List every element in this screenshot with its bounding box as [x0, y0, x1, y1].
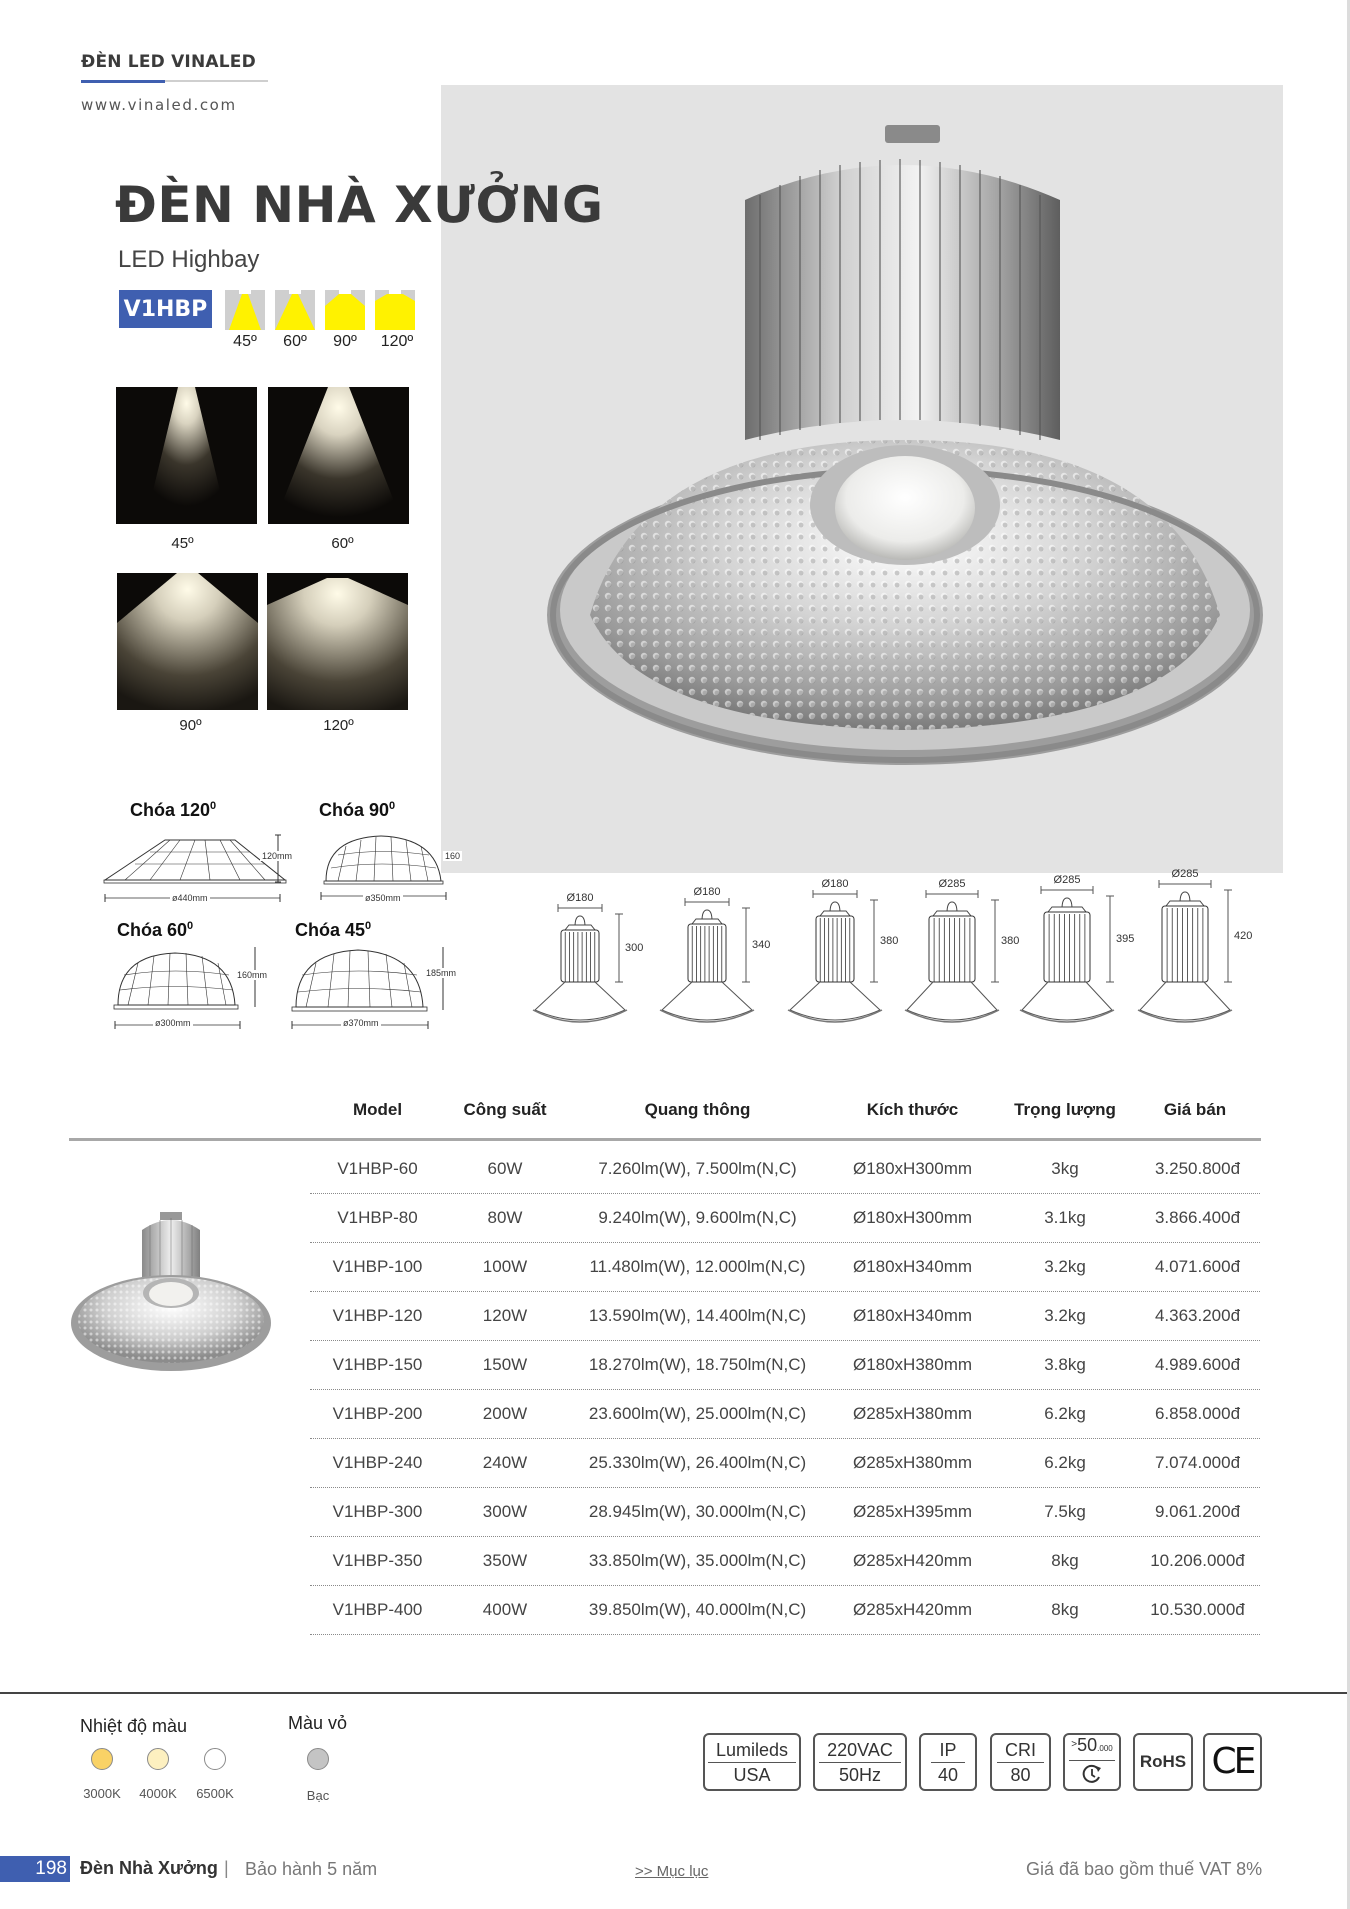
cell-model: V1HBP-60 [337, 1159, 418, 1178]
cert-bottom-text: 50Hz [838, 1764, 882, 1785]
size-drawing [897, 878, 1020, 1030]
color-temp-4000k-swatch [147, 1748, 169, 1770]
cell-weight: 6.2kg [1044, 1453, 1086, 1472]
beam-photo-label: 90º [179, 717, 202, 734]
brand-underline-accent [81, 80, 165, 83]
cell-model: V1HBP-120 [332, 1306, 423, 1325]
cell-price: 9.061.200đ [1154, 1502, 1241, 1521]
cell-size: Ø285xH380mm [852, 1404, 973, 1423]
vat-note: Giá đã bao gồm thuế VAT 8% [1026, 1859, 1263, 1879]
reflector-height: 120mm [262, 851, 293, 861]
housing-color-title: Màu vỏ [288, 1713, 348, 1733]
page-subtitle: LED Highbay [118, 246, 260, 273]
size-height-label: 380 [880, 935, 899, 947]
beam-angle-label: 120º [380, 333, 414, 350]
size-drawing [652, 880, 772, 1030]
cert-ip-rating [919, 1733, 977, 1791]
cert-top-text: Lumileds [708, 1740, 796, 1763]
lifetime-hours [1069, 1735, 1114, 1761]
cell-weight: 7.5kg [1044, 1502, 1086, 1521]
degree-mark: 0 [389, 800, 396, 812]
cert-ce [1203, 1733, 1262, 1791]
size-height-label: 340 [752, 939, 771, 951]
cell-price: 10.206.000đ [1150, 1551, 1245, 1570]
reflector-title-45 [295, 920, 371, 941]
cell-power: 300W [482, 1502, 528, 1521]
cert-top-text: 220VAC [819, 1740, 901, 1763]
cert-cri [990, 1733, 1051, 1791]
beam-angle-label: 45º [233, 333, 257, 350]
cell-lumen: 39.850lm(W), 40.000lm(N,C) [588, 1600, 807, 1619]
cert-top-text: CRI [997, 1740, 1044, 1763]
beam-photo-label: 120º [323, 717, 354, 734]
beam-angle-label: 90º [333, 333, 357, 350]
rohs-label: RoHS [1139, 1752, 1187, 1771]
reflector-name: Chóa 45 [295, 920, 366, 940]
size-height-label: 395 [1116, 933, 1135, 945]
cell-model: V1HBP-350 [332, 1551, 423, 1570]
cell-price: 3.250.800đ [1154, 1159, 1241, 1178]
column-header-model: Model [352, 1100, 403, 1119]
column-header-power: Công suất [463, 1100, 547, 1119]
cell-weight: 3kg [1051, 1159, 1079, 1178]
degree-mark: 0 [187, 920, 194, 932]
size-diameter-label: Ø180 [566, 892, 594, 904]
table-row [310, 1292, 1260, 1341]
cell-weight: 3.8kg [1044, 1355, 1086, 1374]
table-row [310, 1194, 1260, 1243]
brand-name: ĐÈN LED VINALED [81, 52, 256, 72]
ce-mark: CE [1211, 1741, 1254, 1782]
cell-model: V1HBP-80 [337, 1208, 418, 1227]
clock-icon [1081, 1761, 1103, 1789]
cell-power: 240W [482, 1453, 528, 1472]
cell-size: Ø285xH380mm [852, 1453, 973, 1472]
cert-bottom-text: 40 [937, 1764, 959, 1785]
beam-photo-120 [267, 573, 408, 710]
size-drawing [780, 880, 900, 1030]
size-diameter-label: Ø285 [938, 878, 966, 890]
cell-price: 10.530.000đ [1150, 1600, 1245, 1619]
cell-power: 350W [482, 1551, 528, 1570]
cell-price: 4.989.600đ [1154, 1355, 1241, 1374]
product-thumbnail [70, 1205, 280, 1380]
table-row [310, 1537, 1260, 1586]
cell-lumen: 11.480lm(W), 12.000lm(N,C) [589, 1257, 806, 1276]
reflector-name: Chóa 60 [117, 920, 188, 940]
cell-model: V1HBP-100 [332, 1257, 423, 1276]
reflector-title-90 [319, 800, 395, 821]
color-temp-3000k-swatch [91, 1748, 113, 1770]
degree-mark: 0 [210, 800, 217, 812]
size-drawing [1130, 868, 1253, 1030]
reflector-diameter: ø350mm [365, 893, 401, 903]
cell-model: V1HBP-300 [332, 1502, 423, 1521]
cell-weight: 3.2kg [1044, 1257, 1086, 1276]
size-height-label: 420 [1234, 930, 1253, 942]
reflector-title-120 [130, 800, 216, 821]
cell-size: Ø285xH420mm [852, 1551, 973, 1570]
reflector-height: 160mm [237, 970, 268, 980]
reflector-diameter: ø370mm [343, 1018, 379, 1028]
cert-lifetime [1063, 1733, 1121, 1791]
cell-size: Ø285xH395mm [852, 1502, 973, 1521]
cell-lumen: 28.945lm(W), 30.000lm(N,C) [588, 1502, 807, 1521]
footer-section-name: Đèn Nhà Xưởng [80, 1858, 218, 1878]
cell-size: Ø180xH340mm [852, 1257, 973, 1276]
table-row [310, 1439, 1260, 1488]
beam-120-icon [375, 290, 415, 330]
column-header-price: Giá bán [1163, 1100, 1227, 1119]
cell-power: 200W [482, 1404, 528, 1423]
table-header-divider [69, 1138, 1261, 1141]
brand-underline [165, 80, 268, 82]
cell-lumen: 13.590lm(W), 14.400lm(N,C) [588, 1306, 807, 1325]
color-temp-label: 4000K [139, 1786, 177, 1801]
cell-power: 80W [487, 1208, 523, 1227]
cell-power: 60W [487, 1159, 523, 1178]
cell-size: Ø180xH380mm [852, 1355, 973, 1374]
column-header-size: Kích thước [866, 1100, 959, 1119]
cell-model: V1HBP-240 [332, 1453, 423, 1472]
cell-power: 120W [482, 1306, 528, 1325]
cell-size: Ø180xH300mm [852, 1159, 973, 1178]
size-drawing [525, 880, 645, 1030]
table-row [310, 1341, 1260, 1390]
cert-lumileds [703, 1733, 801, 1791]
beam-90-icon [325, 290, 365, 330]
beam-photo-45 [116, 387, 257, 524]
beam-60-icon [275, 290, 315, 330]
cell-power: 400W [482, 1600, 528, 1619]
cell-lumen: 23.600lm(W), 25.000lm(N,C) [588, 1404, 807, 1423]
size-diameter-label: Ø285 [1053, 874, 1081, 886]
cell-price: 3.866.400đ [1154, 1208, 1241, 1227]
beam-angle-label: 60º [283, 333, 307, 350]
reflector-90-drawing [316, 828, 456, 903]
housing-silver-swatch [307, 1748, 329, 1770]
cell-size: Ø285xH420mm [852, 1600, 973, 1619]
reflector-name: Chóa 120 [130, 800, 211, 820]
model-badge: V1HBP [119, 290, 212, 328]
color-temp-label: 6500K [196, 1786, 234, 1801]
page-number: 198 [0, 1856, 70, 1882]
reflector-diameter: ø440mm [172, 893, 208, 903]
size-height-label: 300 [625, 942, 644, 954]
section-divider [0, 1692, 1350, 1694]
website-url: www.vinaled.com [81, 96, 237, 114]
cell-price: 6.858.000đ [1154, 1404, 1241, 1423]
reflector-name: Chóa 90 [319, 800, 390, 820]
beam-photo-label: 45º [171, 535, 194, 552]
cell-weight: 3.2kg [1044, 1306, 1086, 1325]
cell-weight: 8kg [1051, 1551, 1079, 1570]
footer-separator: | [224, 1858, 229, 1878]
table-of-contents-link[interactable]: >> Mục lục [635, 1863, 709, 1880]
cell-price: 4.071.600đ [1154, 1257, 1241, 1276]
beam-photo-60 [268, 387, 409, 524]
table-row [310, 1390, 1260, 1439]
cell-model: V1HBP-200 [332, 1404, 423, 1423]
cell-lumen: 9.240lm(W), 9.600lm(N,C) [598, 1208, 797, 1227]
reflector-diameter: ø300mm [155, 1018, 191, 1028]
cert-rohs [1133, 1733, 1193, 1791]
cell-weight: 3.1kg [1044, 1208, 1086, 1227]
lifetime-suffix: .000 [1097, 1744, 1113, 1753]
cell-price: 4.363.200đ [1154, 1306, 1241, 1325]
size-diameter-label: Ø285 [1171, 868, 1199, 880]
beam-45-icon [225, 290, 265, 330]
table-row [310, 1488, 1260, 1537]
cert-bottom-text: USA [733, 1764, 771, 1785]
beam-photo-label: 60º [331, 535, 354, 552]
color-temp-title: Nhiệt độ màu [80, 1716, 188, 1736]
cell-size: Ø180xH300mm [852, 1208, 973, 1227]
table-row [310, 1243, 1260, 1292]
cell-power: 150W [482, 1355, 528, 1374]
cell-lumen: 25.330lm(W), 26.400lm(N,C) [588, 1453, 807, 1472]
cert-voltage [813, 1733, 907, 1791]
cell-lumen: 33.850lm(W), 35.000lm(N,C) [588, 1551, 807, 1570]
footer-warranty: Bảo hành 5 năm [245, 1859, 378, 1879]
lifetime-value: 50 [1077, 1735, 1098, 1755]
table-row [310, 1586, 1260, 1635]
beam-photo-90 [117, 573, 258, 710]
size-drawing [1012, 874, 1135, 1030]
cert-top-text: IP [931, 1740, 964, 1763]
cell-model: V1HBP-150 [332, 1355, 423, 1374]
cell-weight: 8kg [1051, 1600, 1079, 1619]
size-height-label: 380 [1001, 935, 1020, 947]
reflector-title-60 [117, 920, 193, 941]
cell-price: 7.074.000đ [1154, 1453, 1241, 1472]
cell-weight: 6.2kg [1044, 1404, 1086, 1423]
column-header-lumen: Quang thông [644, 1100, 751, 1119]
product-image-main [530, 110, 1270, 810]
cell-lumen: 18.270lm(W), 18.750lm(N,C) [588, 1355, 807, 1374]
reflector-height: 160 [445, 851, 461, 861]
cert-bottom-text: 80 [1010, 1764, 1031, 1785]
reflector-height: 185mm [426, 968, 457, 978]
size-diameter-label: Ø180 [693, 886, 721, 898]
cell-model: V1HBP-400 [332, 1600, 423, 1619]
lifetime-prefix: > [1071, 1739, 1078, 1750]
color-temp-label: 3000K [83, 1786, 121, 1801]
degree-mark: 0 [365, 920, 372, 932]
housing-color-label: Bạc [306, 1788, 330, 1803]
column-header-weight: Trọng lượng [1014, 1100, 1116, 1119]
table-row [310, 1145, 1260, 1194]
color-temp-6500k-swatch [204, 1748, 226, 1770]
cell-power: 100W [482, 1257, 528, 1276]
size-diameter-label: Ø180 [821, 878, 849, 890]
page-title: ĐÈN NHÀ XƯỞNG [115, 176, 604, 234]
cell-lumen: 7.260lm(W), 7.500lm(N,C) [598, 1159, 797, 1178]
cell-size: Ø180xH340mm [852, 1306, 973, 1325]
